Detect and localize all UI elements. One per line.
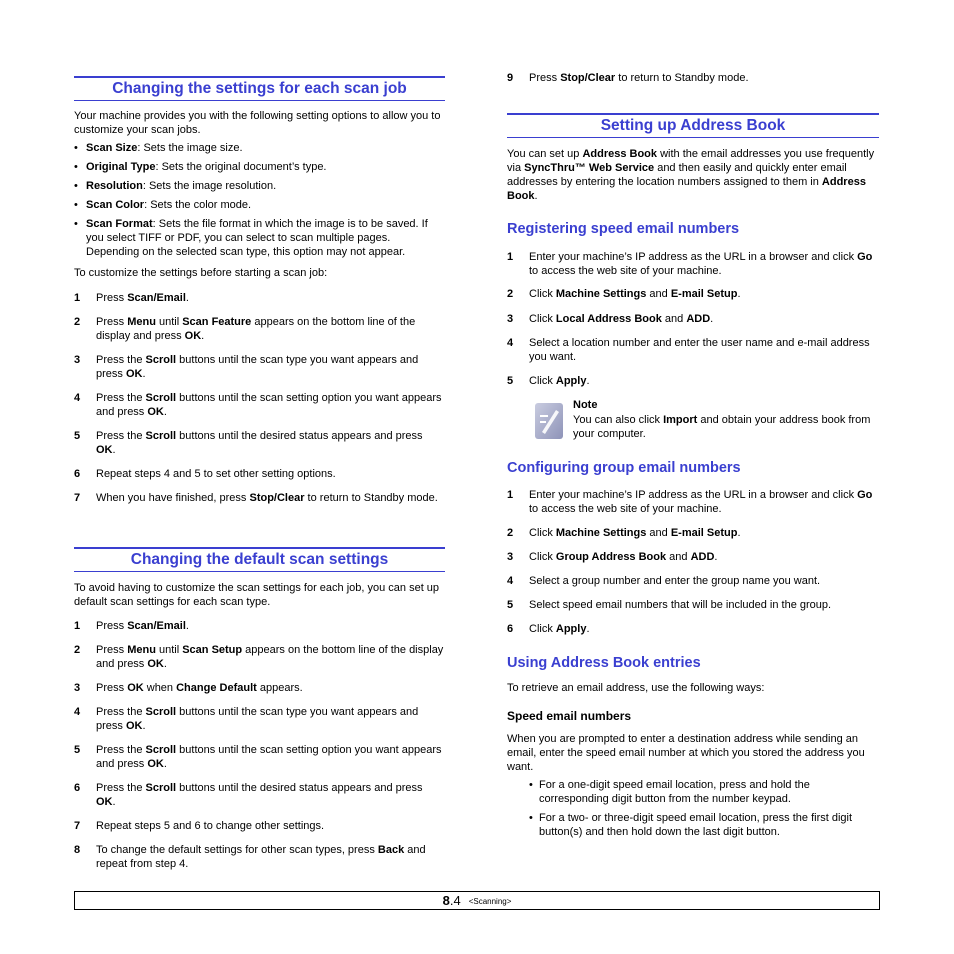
step-4: 4 Press the Scroll buttons until the scan setting option you want appears and press OK. <box>74 392 442 418</box>
grp-step-2: 2 Click Machine Settings and E-mail Setup. <box>507 527 741 539</box>
option-scan-format: • Scan Format: Sets the file format in which the image is to be saved. If you select TIFF or PDF, you can select to scan multiple pages. Depending on the selected scan type, this option may not appear. <box>74 217 445 259</box>
option-resolution: • Resolution: Sets the image resolution. <box>74 179 445 193</box>
option-scan-color: • Scan Color: Sets the color mode. <box>74 198 445 212</box>
section-heading-scan-job-settings: Changing the settings for each scan job <box>74 76 445 101</box>
default-step-1: 1 Press Scan/Email. <box>74 620 189 632</box>
step-2: 2 Press Menu until Scan Feature appears on the bottom line of the display and press OK. <box>74 316 416 342</box>
scan-job-lead: To customize the settings before starting a scan job: <box>74 267 328 279</box>
note-block <box>573 398 879 441</box>
chapter-label: <Scanning> <box>468 897 512 906</box>
step-6: 6 Repeat steps 4 and 5 to set other setting options. <box>74 468 336 480</box>
subheading-using-address-book: Using Address Book entries <box>507 655 701 671</box>
page-footer <box>74 891 880 910</box>
address-book-intro: You can set up Address Book with the email addresses you use frequently via SyncThru™ Web Service and then easily and quickly enter email addresses by entering the location numbers assigned to them in Address Book. <box>507 148 875 202</box>
reg-step-4: 4 Select a location number and enter the user name and e-mail address you want. <box>507 337 870 363</box>
step-9: 9 Press Stop/Clear to return to Standby mode. <box>507 72 749 84</box>
grp-step-1: 1 Enter your machine’s IP address as the URL in a browser and click Go to access the web site of your machine. <box>507 489 873 515</box>
using-address-book-intro: To retrieve an email address, use the following ways: <box>507 682 765 694</box>
option-scan-size: • Scan Size: Sets the image size. <box>74 141 445 155</box>
speed-email-bullet-1: • For a one-digit speed email location, press and hold the corresponding digit button from the number keypad. <box>529 778 879 806</box>
page-number: 8.4 <box>442 893 461 908</box>
default-step-4: 4 Press the Scroll buttons until the scan type you want appears and press OK. <box>74 706 419 732</box>
grp-step-3: 3 Click Group Address Book and ADD. <box>507 551 718 563</box>
reg-step-2: 2 Click Machine Settings and E-mail Setup. <box>507 288 741 300</box>
speed-email-bullet-2: • For a two- or three-digit speed email location, press the first digit button(s) and then hold down the last digit button. <box>529 811 879 839</box>
step-7: 7 When you have finished, press Stop/Clear to return to Standby mode. <box>74 492 438 504</box>
subheading-registering-speed-email: Registering speed email numbers <box>507 221 740 237</box>
note-label: Note <box>573 399 598 411</box>
default-step-7: 7 Repeat steps 5 and 6 to change other settings. <box>74 820 325 832</box>
note-body: You can also click Import and obtain your address book from your computer. <box>573 414 871 440</box>
section-heading-address-book: Setting up Address Book <box>507 113 879 138</box>
step-1: 1 Press Scan/Email. <box>74 292 189 304</box>
default-step-2: 2 Press Menu until Scan Setup appears on the bottom line of the display and press OK. <box>74 644 444 670</box>
subheading-configuring-group-email: Configuring group email numbers <box>507 460 741 476</box>
step-5: 5 Press the Scroll buttons until the desired status appears and press OK. <box>74 430 423 456</box>
step-3: 3 Press the Scroll buttons until the scan type you want appears and press OK. <box>74 354 419 380</box>
note-icon <box>534 402 564 440</box>
reg-step-5: 5 Click Apply. <box>507 375 590 387</box>
default-step-3: 3 Press OK when Change Default appears. <box>74 682 303 694</box>
section-heading-default-scan-settings: Changing the default scan settings <box>74 547 445 572</box>
scan-job-intro: Your machine provides you with the following setting options to allow you to customize your scan jobs. <box>74 110 441 136</box>
grp-step-6: 6 Click Apply. <box>507 623 590 635</box>
speed-email-text: When you are prompted to enter a destination address while sending an email, enter the speed email number at which you stored the address you want. <box>507 733 865 773</box>
default-settings-intro: To avoid having to customize the scan settings for each job, you can set up default scan settings for each scan type. <box>74 582 440 608</box>
default-step-8: 8 To change the default settings for other scan types, press Back and repeat from step 4. <box>74 844 426 870</box>
reg-step-1: 1 Enter your machine’s IP address as the URL in a browser and click Go to access the web site of your machine. <box>507 251 873 277</box>
grp-step-5: 5 Select speed email numbers that will be included in the group. <box>507 599 832 611</box>
option-original-type: • Original Type: Sets the original document’s type. <box>74 160 445 174</box>
grp-step-4: 4 Select a group number and enter the group name you want. <box>507 575 821 587</box>
default-step-6: 6 Press the Scroll buttons until the desired status appears and press OK. <box>74 782 423 808</box>
speed-email-heading: Speed email numbers <box>507 709 632 723</box>
reg-step-3: 3 Click Local Address Book and ADD. <box>507 313 714 325</box>
default-step-5: 5 Press the Scroll buttons until the scan setting option you want appears and press OK. <box>74 744 442 770</box>
